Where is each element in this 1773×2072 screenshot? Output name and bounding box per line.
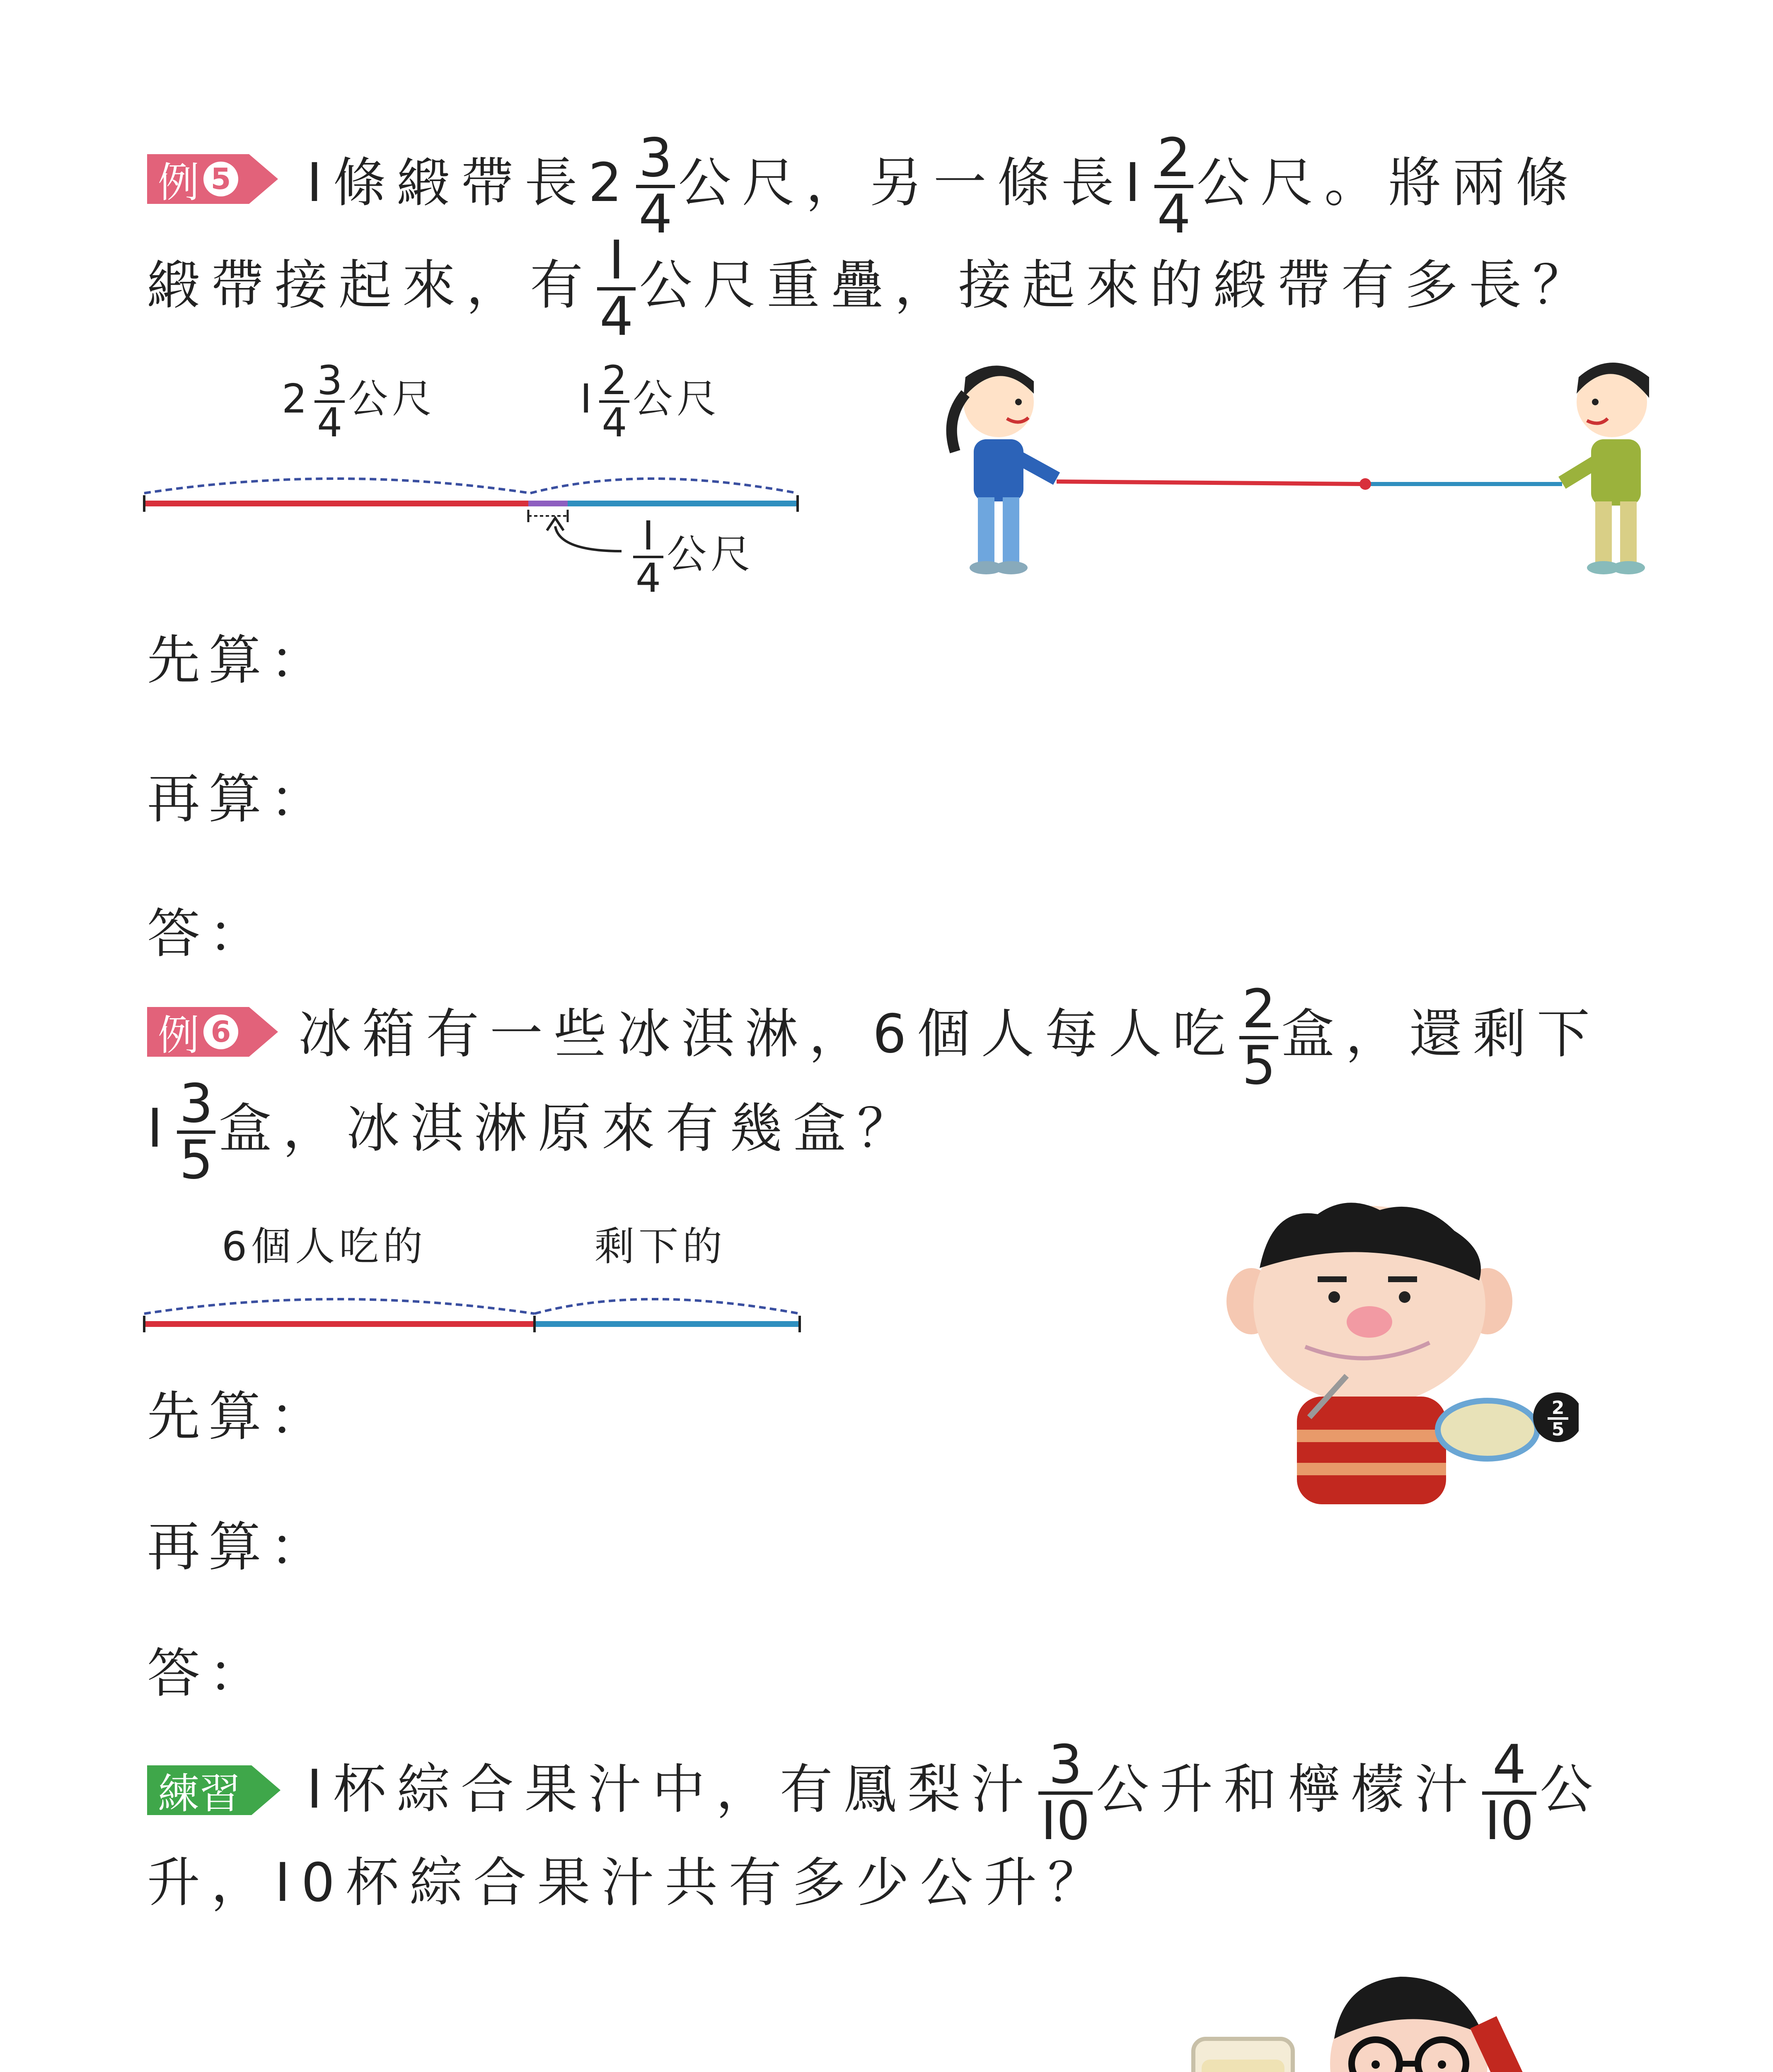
example-5-answer: 答： [147,903,270,965]
girl-body [974,439,1023,501]
badge-arrow-icon [252,1765,281,1815]
right-brace [530,479,798,493]
red-ribbon [1057,482,1363,484]
boy-eating-ice-cream-illustration [1222,1198,1579,1513]
bowl-fraction-denominator: 5 [1551,1419,1565,1440]
bowl-fraction-numerator: 2 [1551,1397,1565,1418]
boy-with-juice-illustration [1185,1964,1583,2072]
example-6-answer: 答： [147,1643,270,1704]
right-ribbon-length-label: Ⅰ $\frac{2}{4}$ 公尺 [580,357,721,446]
badge-arrow-icon [249,1007,278,1057]
example-5-second-step: 再算： [147,768,331,830]
overlap-pointer [555,526,622,551]
fraction-2-5: $\frac{2}{5}$ [1239,983,1278,1092]
badge-arrow-icon [249,154,278,204]
example-5-badge [147,154,278,207]
kids-pulling-ribbon-illustration [920,352,1707,584]
remaining-label: 剩下的 [595,1223,726,1270]
practice-question-line-2: 升，Ⅰ0杯綜合果汁共有多少公升？ [147,1852,1112,1914]
fraction-1-4: $\frac{\text{Ⅰ}}{4}$ [597,234,636,344]
fraction-3-5: $\frac{3}{5}$ [177,1077,215,1187]
example-6-question-line-1: 冰箱有一些冰淇淋，6個人每人吃 $\frac{2}{5}$ 盒，還剩下 [298,978,1601,1097]
practice-label: 練習 [147,1765,252,1815]
left-ribbon-length-label: 2 $\frac{3}{4}$ 公尺 [282,357,436,446]
overlap-length-label: $\frac{\text{Ⅰ}}{4}$ 公尺 [630,516,755,598]
example-5-question-line-1: Ⅰ條緞帶長2 $\frac{3}{4}$ 公尺，另一條長Ⅰ $\frac{2}{4}$ 公尺。將兩條 [307,127,1579,245]
boy-body [1591,439,1641,506]
fraction-3-10: $\frac{3}{\text{Ⅰ0}}$ [1038,1738,1093,1848]
left-brace [144,1299,535,1314]
right-brace [535,1299,800,1314]
example-5-label: 例 5 [147,154,249,204]
example-6-question-line-2: Ⅰ $\frac{3}{5}$ 盒，冰淇淋原來有幾盒？ [147,1073,921,1191]
example-6-badge [147,1007,278,1060]
eaten-label: 6個人吃的 [222,1223,427,1270]
ice-cream-bowl [1438,1401,1537,1459]
fraction-4-10: $\frac{4}{\text{Ⅰ0}}$ [1482,1738,1536,1848]
example-6-second-step: 再算： [147,1516,331,1578]
example-5-question-line-2: 緞帶接起來，有 $\frac{\text{Ⅰ}}{4}$ 公尺重疊，接起來的緞帶有多長？ [147,230,1596,348]
practice-question-line-1: Ⅰ杯綜合果汁中，有鳳梨汁 $\frac{3}{\text{Ⅰ0}}$ 公升和檸檬汁 $\frac{4}{\text{Ⅰ0}}$ 公 [307,1734,1604,1852]
example-5-first-step: 先算： [147,629,331,691]
fraction-3-4: $\frac{3}{4}$ [636,132,675,241]
example-6-bar-diagram [137,1268,820,1334]
example-6-first-step: 先算： [147,1386,331,1447]
practice-badge [147,1765,281,1818]
example-6-label: 例 6 [147,1007,249,1057]
left-brace [144,479,530,493]
boy-shirt [1297,1397,1446,1504]
fraction-2-4: $\frac{2}{4}$ [1154,132,1193,241]
